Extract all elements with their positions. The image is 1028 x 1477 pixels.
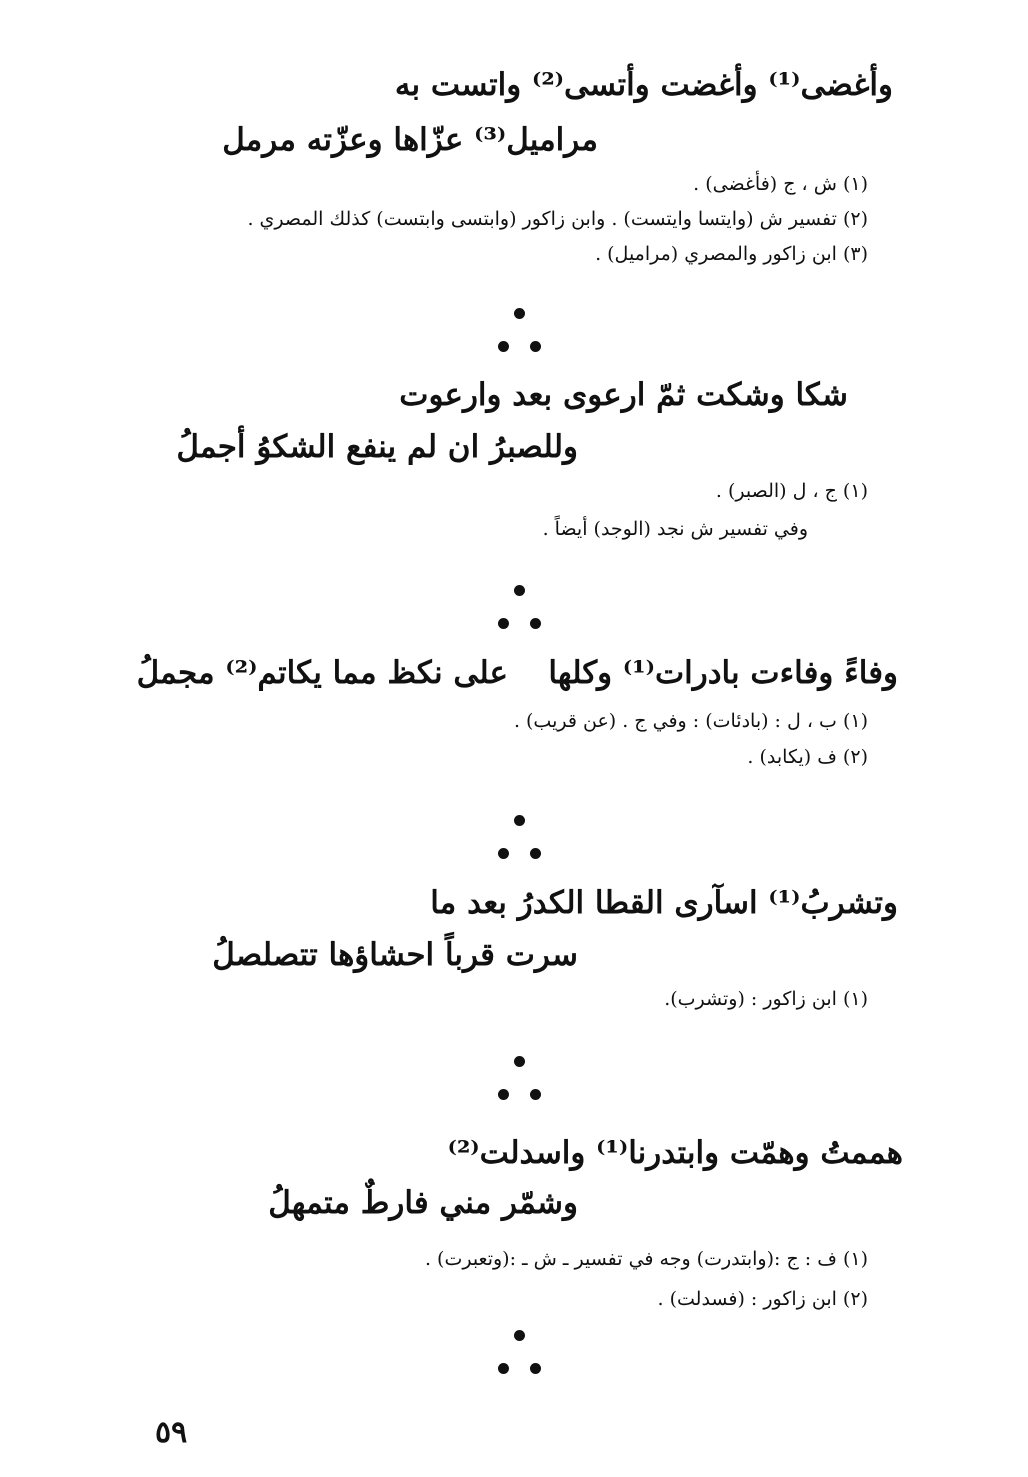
footnote-2-2: وفي تفسير ش نجد (الوجد) أيضاً . xyxy=(542,518,808,540)
verse-3-first-hemistich: وفاءً وفاءت بادرات⁽¹⁾ وكلها xyxy=(548,655,898,691)
section-divider xyxy=(490,585,550,635)
verse-3-second-hemistich: على نكظ مما يكاتم⁽²⁾ مجملُ xyxy=(136,655,508,691)
footnote-5-2: (٢) ابن زاكور : (فسدلت) . xyxy=(657,1288,868,1310)
verse-2-first-hemistich: شكا وشكت ثمّ ارعوى بعد وارعوت xyxy=(399,377,848,413)
verse-4-second-hemistich: سرت قرباً احشاؤها تتصلصلُ xyxy=(212,937,578,973)
footnote-5-1: (١) ف : ج :(وابتدرت) وجه في تفسير ـ ش ـ :(وتعبرت) . xyxy=(424,1248,868,1270)
verse-1-first-hemistich: وأغضى⁽¹⁾ وأغضت وأتسى⁽²⁾ واتست به xyxy=(394,67,893,103)
verse-5-first-hemistich: هممتُ وهمّت وابتدرنا⁽¹⁾ واسدلت⁽²⁾ xyxy=(447,1135,903,1171)
page-number: ٥٩ xyxy=(155,1415,188,1450)
verse-1-second-hemistich: مراميل⁽³⁾ عزّاها وعزّته مرمل xyxy=(222,122,598,158)
footnote-2-1: (١) ج ، ل (الصبر) . xyxy=(715,480,868,502)
footnote-3-1: (١) ب ، ل : (بادئات) : وفي ج . (عن قريب) . xyxy=(513,710,868,732)
section-divider xyxy=(490,308,550,358)
footnote-1-3: (٣) ابن زاكور والمصري (مراميل) . xyxy=(595,243,868,265)
verse-2-second-hemistich: وللصبرُ ان لم ينفع الشكوُ أجملُ xyxy=(176,429,578,465)
footnote-1-2: (٢) تفسير ش (وايتسا وايتست) . وابن زاكور (وابتسى وابتست) كذلك المصري . xyxy=(247,208,868,230)
footnote-3-2: (٢) ف (يكابد) . xyxy=(747,746,868,768)
footnote-1-1: (١) ش ، ج (فأغضى) . xyxy=(693,173,868,195)
footnote-4-1: (١) ابن زاكور : (وتشرب). xyxy=(664,988,868,1010)
verse-4-first-hemistich: وتشربُ⁽¹⁾ اسآرى القطا الكدرُ بعد ما xyxy=(430,885,898,921)
section-divider xyxy=(490,1056,550,1106)
section-divider xyxy=(490,1330,550,1380)
section-divider xyxy=(490,815,550,865)
verse-5-second-hemistich: وشمّر مني فارطٌ متمهلُ xyxy=(268,1185,578,1221)
